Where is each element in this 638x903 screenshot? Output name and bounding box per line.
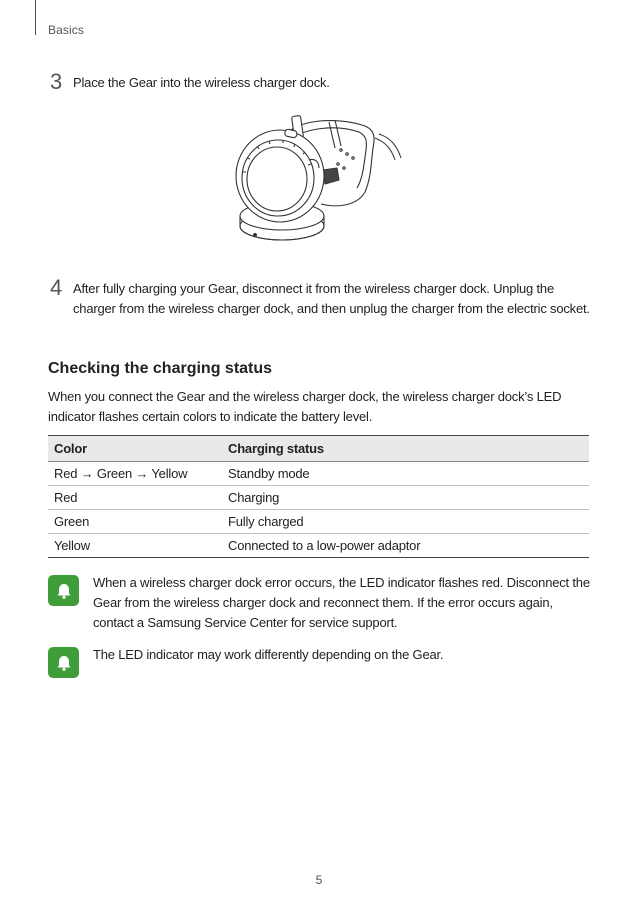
table-row [48,534,589,558]
margin-rule [35,0,36,35]
step-number: 4 [50,275,63,300]
cell-color: Green [48,510,222,534]
page-number: 5 [315,873,323,887]
bell-icon [48,575,79,606]
gear-charger-dock-illustration [225,108,415,248]
table-row [48,462,589,486]
charging-status-table [48,435,589,558]
cell-status: Standby mode [222,462,589,486]
step-3 [50,69,590,94]
cell-status: Charging [222,486,589,510]
note-text: When a wireless charger dock error occurs, the LED indicator flashes red. Disconnect the Gear from the wireless charger dock and reconnect them. If the error occurs again, contact a Samsung Service Center for service support. [93,575,590,630]
note-error [48,573,593,633]
cell-status: Connected to a low-power adaptor [222,534,589,558]
table-header-row [48,436,589,462]
table-row [48,510,589,534]
note-text: The LED indicator may work differently depending on the Gear. [93,647,444,662]
section-label: Basics [48,23,84,37]
table-row [48,486,589,510]
step-4 [50,275,590,319]
section-heading: Checking the charging status [48,360,273,377]
cell-status: Fully charged [222,510,589,534]
step-text: Place the Gear into the wireless charger dock. [73,75,330,90]
bell-icon [48,647,79,678]
note-led [48,645,593,665]
cell-color: Yellow [48,534,222,558]
step-text: After fully charging your Gear, disconnect it from the wireless charger dock. Unplug the charger from the wireless charger dock, and then unplug the charger from the electric socket. [73,281,590,316]
column-header-charging-status: Charging status [222,436,589,462]
step-number: 3 [50,69,63,94]
cell-color: Red → Green → Yellow [48,462,222,486]
cell-color: Red [48,486,222,510]
column-header-color: Color [48,436,222,462]
section-intro: When you connect the Gear and the wireless charger dock, the wireless charger dock’s LED indicator flashes certain colors to indicate the battery level. [48,389,562,424]
